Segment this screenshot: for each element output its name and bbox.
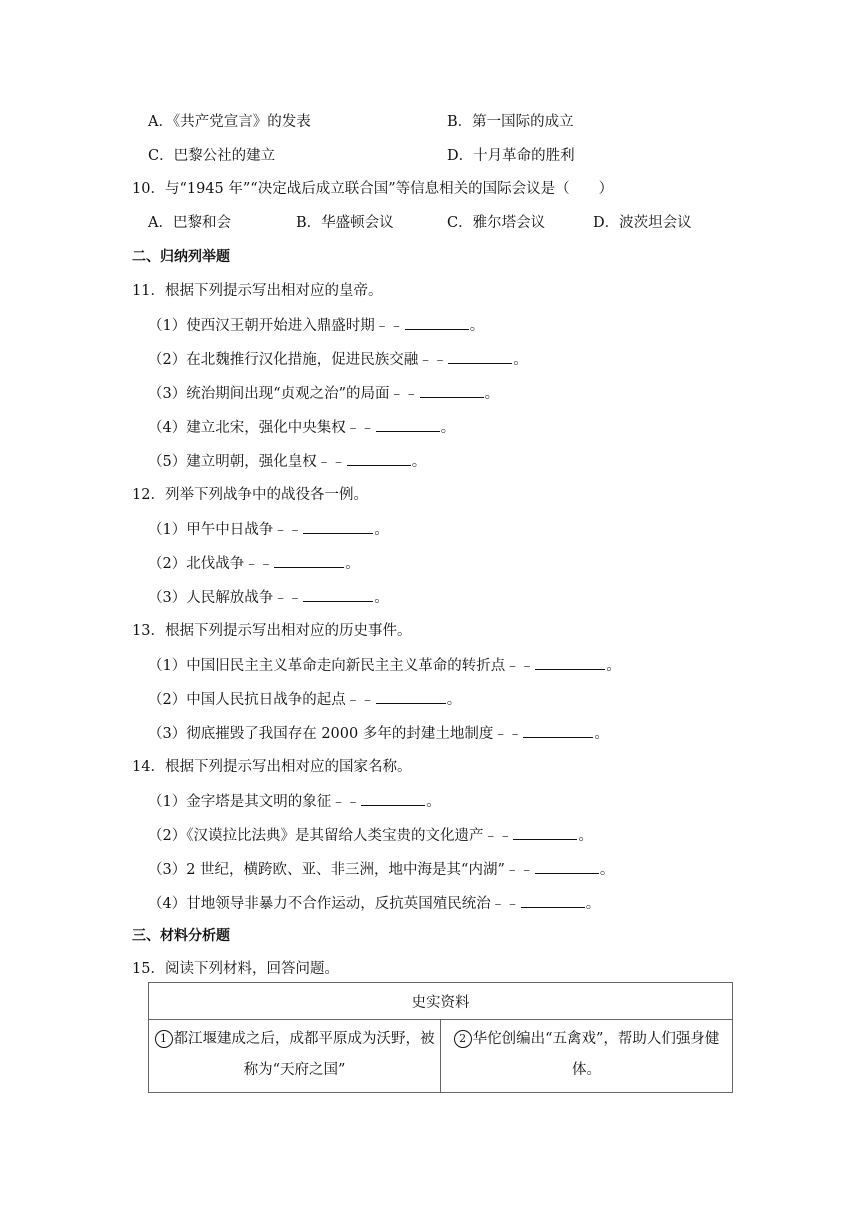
material-table-header: 史实资料 (149, 983, 733, 1020)
q12-item-2: （2）北伐战争﹣﹣ 。 (148, 553, 360, 574)
q12-item-1: （1）甲午中日战争﹣﹣ 。 (148, 519, 389, 540)
q14-item-3: （3）2 世纪，横跨欧、亚、非三洲，地中海是其“内湖”﹣﹣ 。 (148, 859, 614, 880)
material-table (148, 982, 733, 1093)
q11-item-5: （5）建立明朝，强化皇权﹣﹣ 。 (148, 451, 426, 472)
q10-option-a: A．巴黎和会 (148, 215, 231, 231)
q12-item-3: （3）人民解放战争﹣﹣ 。 (148, 587, 389, 608)
answer-blank[interactable] (535, 655, 605, 670)
q11-item-2: （2）在北魏推行汉化措施，促进民族交融﹣﹣ 。 (148, 349, 528, 370)
q13-item-1: （1）中国旧民主主义革命走向新民主主义革命的转折点﹣﹣ 。 (148, 655, 621, 676)
q14-item-4: （4）甘地领导非暴力不合作运动，反抗英国殖民统治﹣﹣ 。 (148, 893, 600, 914)
section-heading-3: 三、材料分析题 (132, 928, 230, 944)
answer-blank[interactable] (361, 791, 425, 806)
q9-option-d: D．十月革命的胜利 (447, 148, 575, 164)
answer-blank[interactable] (535, 859, 599, 874)
q15-stem: 15．阅读下列材料，回答问题。 (132, 961, 339, 977)
q11-item-3: （3）统治期间出现“贞观之治”的局面﹣﹣ 。 (148, 383, 499, 404)
q10-option-b: B．华盛顿会议 (296, 215, 394, 231)
q9-option-c: C．巴黎公社的建立 (148, 148, 276, 164)
q13-stem: 13．根据下列提示写出相对应的历史事件。 (132, 623, 412, 639)
section-heading-2: 二、归纳列举题 (132, 249, 230, 265)
answer-blank[interactable] (513, 825, 577, 840)
q14-item-2: （2）《汉谟拉比法典》是其留给人类宝贵的文化遗产﹣﹣ 。 (148, 825, 593, 846)
answer-blank[interactable] (376, 689, 446, 704)
q14-item-1: （1）金字塔是其文明的象征﹣﹣ 。 (148, 791, 441, 812)
circled-number: 1 (155, 1030, 173, 1048)
q13-item-2: （2）中国人民抗日战争的起点﹣﹣ 。 (148, 689, 461, 710)
material-cell-2: 2 华佗创编出“五禽戏”，帮助人们强身健体。 (441, 1020, 733, 1093)
answer-blank[interactable] (448, 349, 512, 364)
answer-blank[interactable] (376, 417, 440, 432)
q9-option-b: B．第一国际的成立 (447, 114, 574, 130)
q12-stem: 12．列举下列战争中的战役各一例。 (132, 487, 368, 503)
answer-blank[interactable] (274, 553, 344, 568)
answer-blank[interactable] (405, 315, 469, 330)
answer-blank[interactable] (347, 451, 411, 466)
answer-blank[interactable] (523, 723, 593, 738)
q10-option-c: C．雅尔塔会议 (447, 215, 546, 231)
q13-item-3: （3）彻底摧毁了我国存在 2000 多年的封建土地制度﹣﹣ 。 (148, 723, 609, 744)
q14-stem: 14．根据下列提示写出相对应的国家名称。 (132, 759, 412, 775)
q11-item-1: （1）使西汉王朝开始进入鼎盛时期﹣﹣ 。 (148, 315, 484, 336)
q10-option-d: D．波茨坦会议 (593, 215, 692, 231)
q11-stem: 11．根据下列提示写出相对应的皇帝。 (132, 283, 383, 299)
circled-number: 2 (454, 1030, 472, 1048)
q9-option-a: A．《共产党宣言》的发表 (148, 114, 311, 130)
q10-stem: 10．与“1945 年”“决定战后成立联合国”等信息相关的国际会议是（ ） (132, 181, 614, 197)
answer-blank[interactable] (303, 519, 373, 534)
q11-item-4: （4）建立北宋，强化中央集权﹣﹣ 。 (148, 417, 455, 438)
material-cell-1: 1 都江堰建成之后，成都平原成为沃野，被称为“天府之国” (149, 1020, 441, 1093)
answer-blank[interactable] (420, 383, 484, 398)
answer-blank[interactable] (521, 893, 585, 908)
answer-blank[interactable] (303, 587, 373, 602)
